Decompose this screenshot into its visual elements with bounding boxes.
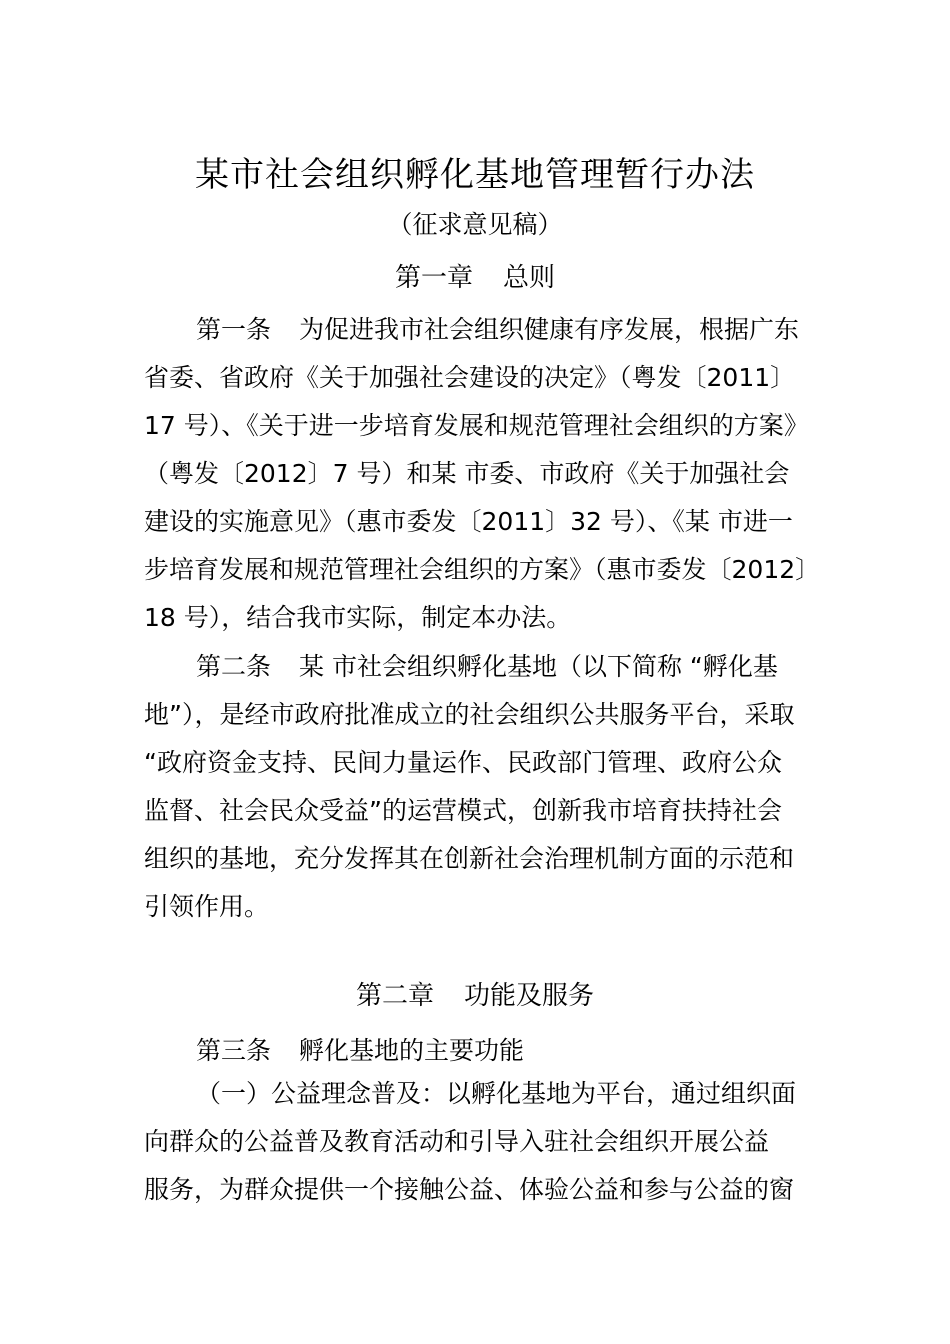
article-2-line: 引领作用。 (144, 892, 270, 921)
article-3-item-1 (144, 1070, 834, 1214)
article-1-line: 18 号），结合我市实际，制定本办法。 (144, 603, 572, 632)
article-1 (144, 306, 834, 642)
document-subtitle: （征求意见稿） (387, 210, 563, 239)
article-2-line: 第二条 某 市社会组织孵化基地（以下简称 “孵化基 (144, 643, 834, 691)
article-1-line: 第一条 为促进我市社会组织健康有序发展，根据广东 (144, 306, 834, 354)
article-2 (144, 643, 834, 931)
chapter-2-name: 功能及服务 (464, 981, 595, 1011)
article-3-item-1-line: （一）公益理念普及：以孵化基地为平台，通过组织面 (196, 1079, 797, 1108)
article-2-line: 组织的基地，充分发挥其在创新社会治理机制方面的示范和 (144, 844, 795, 873)
article-2-line: 地”），是经市政府批准成立的社会组织公共服务平台，采取 (144, 700, 795, 729)
article-1-label: 第一条 (196, 315, 272, 344)
article-2-line: “政府资金支持、民间力量运作、民政部门管理、政府公众 (144, 748, 782, 777)
article-3-heading-line (144, 1027, 834, 1075)
article-3-label: 第三条 (196, 1036, 272, 1065)
article-1-line: 建设的实施意见》（惠市委发〔2011〕32 号）、《某 市进一 (144, 507, 793, 536)
article-1-line: 步培育发展和规范管理社会组织的方案》（惠市委发〔2012〕 (144, 555, 821, 584)
article-1-line: 省委、省政府《关于加强社会建设的决定》（粤发〔2011〕 (144, 363, 796, 392)
article-3-title: 孵化基地的主要功能 (299, 1036, 525, 1065)
chapter-2-heading (0, 976, 950, 1016)
article-1-line: 17 号）、《关于进一步培育发展和规范管理社会组织的方案》 (144, 411, 809, 440)
chapter-1-heading (0, 258, 950, 298)
chapter-1-number: 第一章 (394, 263, 473, 293)
article-2-line: 监督、社会民众受益”的运营模式，创新我市培育扶持社会 (144, 796, 782, 825)
article-3-item-1-line: 向群众的公益普及教育活动和引导入驻社会组织开展公益 (144, 1127, 770, 1156)
article-3-item-1-line: 服务，为群众提供一个接触公益、体验公益和参与公益的窗 (144, 1175, 795, 1204)
chapter-1-name: 总则 (503, 263, 556, 293)
article-2-label: 第二条 (196, 652, 272, 681)
article-1-line: （粤发〔2012〕7 号）和某 市委、市政府《关于加强社会 (144, 459, 790, 488)
article-3-heading (144, 1027, 834, 1075)
document-title: 某市社会组织孵化基地管理暂行办法 (195, 155, 755, 195)
chapter-2-number: 第二章 (355, 981, 434, 1011)
